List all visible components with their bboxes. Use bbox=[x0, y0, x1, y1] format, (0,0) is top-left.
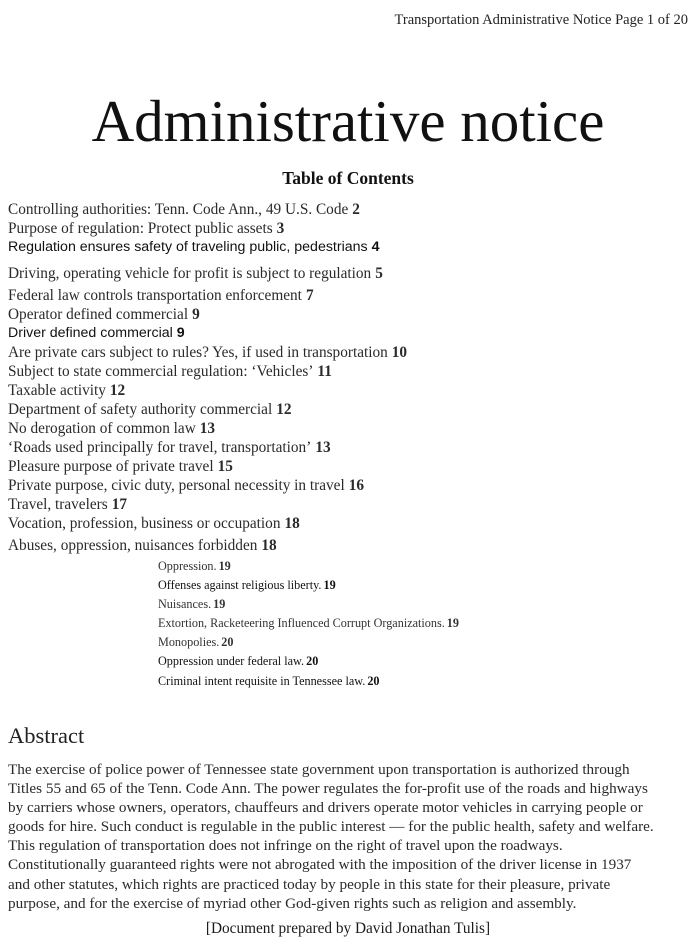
toc-page-number: 11 bbox=[317, 363, 332, 380]
toc-item[interactable]: Vocation, profession, business or occupation 18 bbox=[8, 515, 300, 532]
abstract-line: Titles 55 and 65 of the Tenn. Code Ann. The power regulates the for-profit use of the roads and highways bbox=[8, 780, 648, 798]
toc-item[interactable]: Abuses, oppression, nuisances forbidden 18 bbox=[8, 537, 277, 554]
abstract-line: goods for hire. Such conduct is regulable in the public interest — for the public health, safety and welfare. bbox=[8, 818, 654, 836]
toc-page-number: 15 bbox=[217, 458, 233, 475]
toc-item[interactable]: Purpose of regulation: Protect public assets 3 bbox=[8, 220, 285, 237]
toc-page-number: 2 bbox=[352, 201, 360, 218]
toc-page-number: 16 bbox=[348, 477, 365, 494]
toc-subitem[interactable]: Offenses against religious liberty. 19 bbox=[158, 578, 336, 592]
toc-page-number: 19 bbox=[323, 578, 336, 592]
toc-subitem[interactable]: Criminal intent requisite in Tennessee law. 20 bbox=[158, 674, 380, 688]
toc-page-number: 12 bbox=[276, 401, 292, 418]
toc-page-number: 18 bbox=[284, 515, 300, 532]
toc-page-number: 9 bbox=[176, 325, 185, 341]
toc-item[interactable]: Driver defined commercial 9 bbox=[8, 325, 185, 341]
toc-item[interactable]: Travel, travelers 17 bbox=[8, 496, 127, 513]
abstract-line: The exercise of police power of Tennessee state government upon transportation is authorized through bbox=[8, 761, 630, 778]
toc-page-number: 12 bbox=[109, 382, 126, 399]
toc-item[interactable]: Department of safety authority commercial 12 bbox=[8, 401, 292, 418]
author-credit: [Document prepared by David Jonathan Tulis] bbox=[205, 920, 491, 937]
abstract-line: and other statutes, which rights are practiced today by people in this state for their pleasure, private bbox=[8, 875, 611, 893]
abstract-line: purpose, and for the exercise of myriad other God-given rights such as religion and assembly. bbox=[8, 894, 577, 912]
toc-item[interactable]: Subject to state commercial regulation: ‘Vehicles’ 11 bbox=[8, 363, 332, 380]
abstract-line: by carriers whose owners, operators, chauffeurs and drivers operate motor vehicles in carrying people or bbox=[8, 799, 643, 817]
toc-subitem[interactable]: Oppression. 19 bbox=[158, 559, 231, 573]
toc-item[interactable]: Federal law controls transportation enforcement 7 bbox=[8, 287, 314, 304]
toc-page-number: 18 bbox=[261, 537, 277, 554]
toc-item[interactable]: Controlling authorities: Tenn. Code Ann., 49 U.S. Code 2 bbox=[8, 201, 360, 218]
toc-subitem[interactable]: Oppression under federal law. 20 bbox=[158, 654, 319, 668]
toc-page-number: 3 bbox=[276, 220, 285, 237]
toc-subitem[interactable]: Nuisances. 19 bbox=[158, 597, 226, 611]
toc-page-number: 9 bbox=[192, 306, 200, 323]
toc-page-number: 13 bbox=[199, 420, 216, 437]
toc-item[interactable]: Private purpose, civic duty, personal necessity in travel 16 bbox=[8, 477, 365, 494]
toc-page-number: 20 bbox=[306, 654, 319, 668]
toc-page-number: 20 bbox=[367, 674, 380, 688]
toc-item[interactable]: Operator defined commercial 9 bbox=[8, 306, 200, 323]
toc-item[interactable]: Are private cars subject to rules? Yes, if used in transportation 10 bbox=[8, 344, 408, 361]
toc-page-number: 20 bbox=[221, 635, 234, 649]
toc-page-number: 19 bbox=[218, 559, 231, 573]
toc-item[interactable]: Pleasure purpose of private travel 15 bbox=[8, 458, 233, 475]
toc-item[interactable]: Driving, operating vehicle for profit is subject to regulation 5 bbox=[8, 265, 383, 282]
toc-subitem[interactable]: Extortion, Racketeering Influenced Corrupt Organizations. 19 bbox=[158, 616, 459, 630]
toc-page-number: 10 bbox=[391, 344, 408, 361]
toc-item[interactable]: No derogation of common law 13 bbox=[8, 420, 216, 437]
toc-heading: Table of Contents bbox=[282, 168, 414, 188]
toc-page-number: 19 bbox=[213, 597, 226, 611]
running-header: Transportation Administrative Notice Page 1 of 20 bbox=[394, 12, 688, 28]
toc-item[interactable]: Taxable activity 12 bbox=[8, 382, 126, 399]
toc-item[interactable]: Regulation ensures safety of traveling public, pedestrians 4 bbox=[8, 239, 380, 255]
toc-page-number: 17 bbox=[111, 496, 127, 513]
abstract-body bbox=[8, 760, 692, 913]
document-title: Administrative notice bbox=[91, 88, 605, 154]
toc-page-number: 4 bbox=[371, 239, 380, 255]
toc-page-number: 13 bbox=[315, 439, 331, 456]
toc-item[interactable]: ‘Roads used principally for travel, transportation’ 13 bbox=[8, 439, 331, 456]
toc-page-number: 7 bbox=[305, 287, 314, 304]
toc-subitem[interactable]: Monopolies. 20 bbox=[158, 635, 234, 649]
toc-page-number: 19 bbox=[446, 616, 459, 630]
abstract-line: Constitutionally guaranteed rights were not abrogated with the imposition of the driver license in 1937 bbox=[8, 856, 632, 874]
abstract-heading: Abstract bbox=[8, 723, 85, 748]
toc-page-number: 5 bbox=[375, 265, 383, 282]
abstract-line: This regulation of transportation does not infringe on the right of travel upon the roadways. bbox=[8, 837, 563, 855]
